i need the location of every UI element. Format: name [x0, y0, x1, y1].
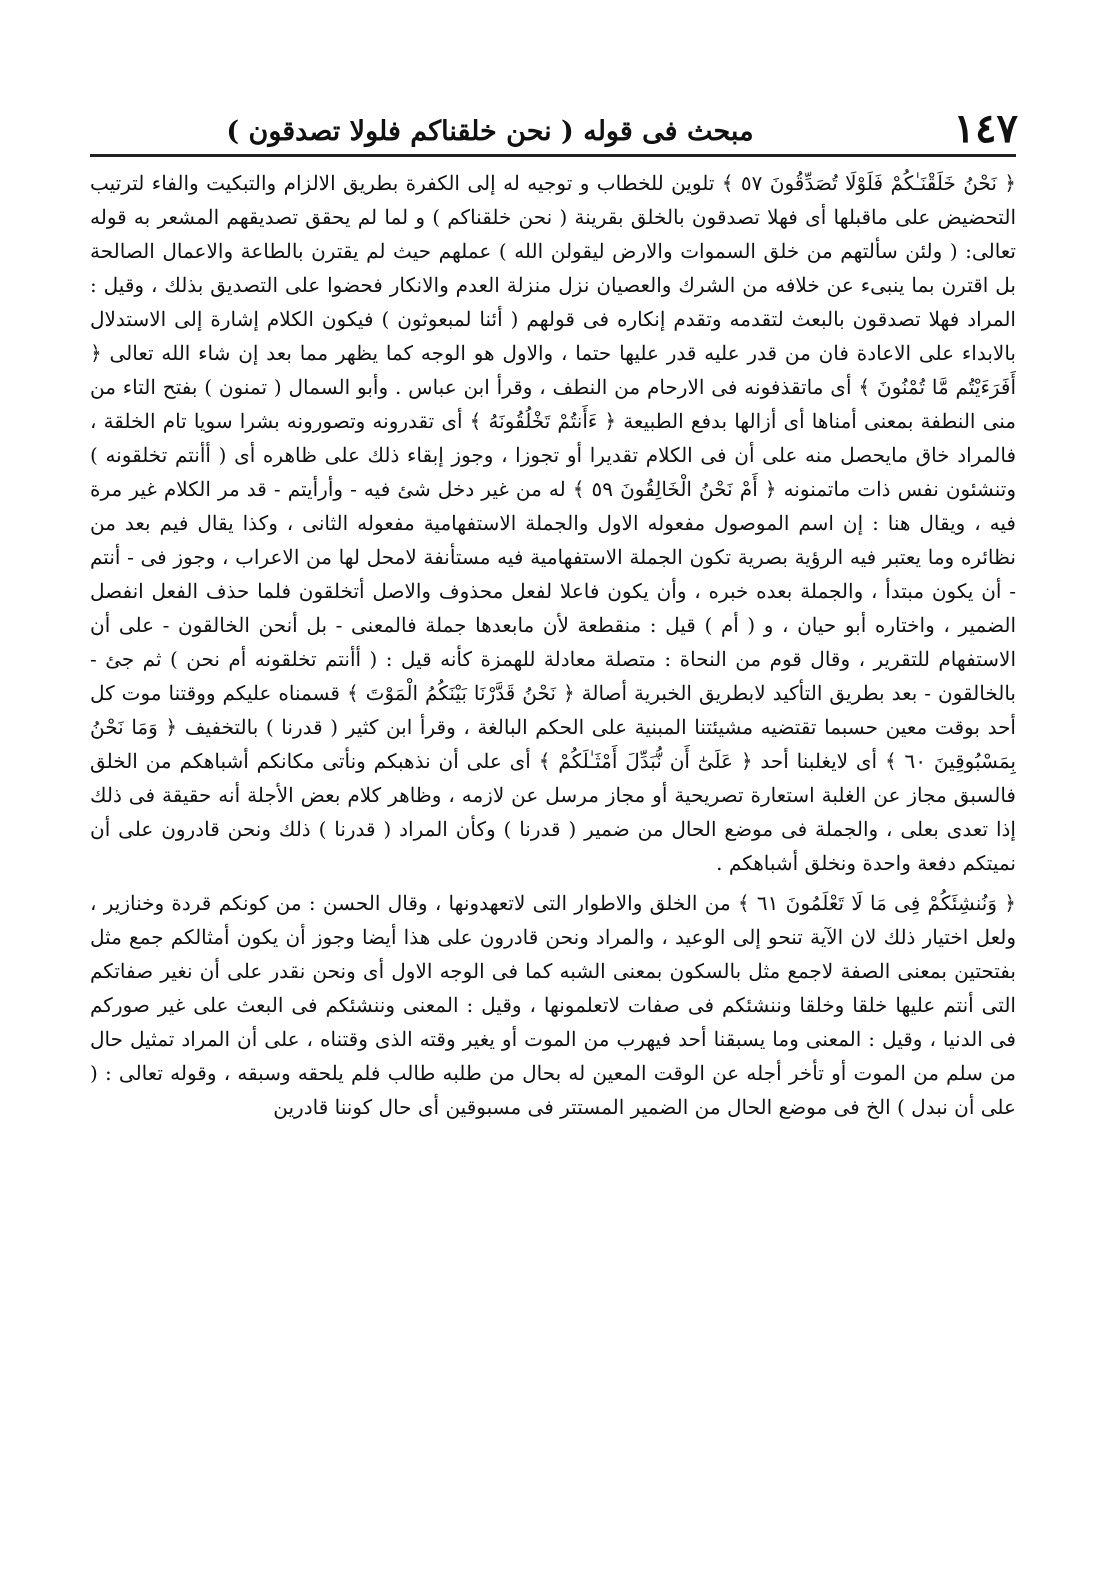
running-head: مبحث فى قوله ( نحن خلقناكم فلولا تصدقون ) [226, 116, 754, 147]
main-text [90, 166, 1016, 1562]
page-header [90, 100, 1018, 152]
page-number: ١٤٧ [953, 105, 1018, 152]
header-rule [90, 154, 1016, 157]
paragraph: ﴿ وَنُنشِئَكُمْ فِى مَا لَا تَعْلَمُونَ ٦١ ﴾ من الخلق والاطوار التى لاتعهدونها ، وقال الحسن : من كونكم قردة وخنازير ، ولعل اختيار ذلك لان الآية تنحو إلى الوعيد ، والمراد ونحن قادرون على هذا أيضا وجوز أن يكون أمثالكم جمع مثل بفتحتين بمعنى الصفة لاجمع مثل بالسكون بمعنى الشبه كما فى الوجه الاول أى ونحن نقدر على أن نغير صفاتكم التى أنتم عليها خلقا وخلقا وننشئكم فى صفات لاتعلمونها ، وقيل : المعنى وننشئكم فى البعث على غير صوركم فى الدنيا ، وقيل : المعنى وما يسبقنا أحد فيهرب من الموت أو يغير وقته الذى وقتناه ، على أن المراد تمثيل حال من سلم من الموت أو تأخر أجله عن الوقت المعين له بحال من طلبه طالب فلم يلحقه وسبقه ، وقوله تعالى : ( على أن نبدل ) الخ فى موضع الحال من الضمير المستتر فى مسبوقين أى حال كوننا قادرين [90, 891, 1016, 1119]
paragraph: ﴿ نَحْنُ خَلَقْنَـٰكُمْ فَلَوْلَا تُصَدِّقُونَ ٥٧ ﴾ تلوين للخطاب و توجيه له إلى الكفرة بطريق الالزام والتبكيت والفاء لترتيب التحضيض على ماقبلها أى فهلا تصدقون بالخلق بقرينة ( نحن خلقناكم ) و لما لم يحقق تصديقهم المشعر به قوله تعالى: ( ولئن سألتهم من خلق السموات والارض ليقولن الله ) عملهم حيث لم يقترن بالطاعة والاعمال الصالحة بل اقترن بما ينبىء عن خلافه من الشرك والعصيان نزل منزلة العدم والانكار فحضوا على التصديق بذلك ، وقيل : المراد فهلا تصدقون بالبعث لتقدمه وتقدم إنكاره فى قولهم ( أئنا لمبعوثون ) فيكون الكلام إشارة إلى الاستدلال بالابداء على الاعادة فان من قدر عليه قدر عليها حتما ، والاول هو الوجه كما يظهر مما بعد إن شاء الله تعالى ﴿ أَفَرَءَيْتُم مَّا تُمْنُونَ ﴾ أى ماتقذفونه فى الارحام من النطف ، وقرأ ابن عباس . وأبو السمال ( تمنون ) بفتح التاء من منى النطفة بمعنى أمناها أى أزالها بدفع الطبيعة ﴿ ءَأَنتُمْ تَخْلُقُونَهُ ﴾ أى تقدرونه وتصورونه بشرا سويا تام الخلقة ، فالمراد خاق مايحصل منه على أن فى الكلام تقديرا أو تجوزا ، وجوز إبقاء ذلك على ظاهره أى ( أأنتم تخلقونه ) وتنشئون نفس ذات ماتمنونه ﴿ أَمْ نَحْنُ الْخَالِقُونَ ٥٩ ﴾ له من غير دخل شئ فيه - وأرأيتم - قد مر الكلام غير مرة فيه ، ويقال هنا : إن اسم الموصول مفعوله الاول والجملة الاستفهامية مفعوله الثانى ، وكذا يقال فيم بعد من نظائره وما يعتبر فيه الرؤية بصرية تكون الجملة الاستفهامية فيه مستأنفة لامحل لها من الاعراب ، وجوز فى - أنتم - أن يكون مبتدأ ، والجملة بعده خبره ، وأن يكون فاعلا لفعل محذوف والاصل أتخلقون فلما حذف الفعل انفصل الضمير ، واختاره أبو حيان ، و ( أم ) قيل : منقطعة لأن مابعدها جملة فالمعنى - بل أنحن الخالقون - على أن الاستفهام للتقرير ، وقال قوم من النحاة : متصلة معادلة للهمزة كأنه قيل : ( أأنتم تخلقونه أم نحن ) ثم جئ - بالخالقون - بعد بطريق التأكيد لابطريق الخبرية أصالة ﴿ نَحْنُ قَدَّرْنَا بَيْنَكُمُ الْمَوْتَ ﴾ قسمناه عليكم ووقتنا موت كل أحد بوقت معين حسبما تقتضيه مشيئتنا المبنية على الحكم البالغة ، وقرأ ابن كثير ( قدرنا ) بالتخفيف ﴿ وَمَا نَحْنُ بِمَسْبُوقِينَ ٦٠ ﴾ أى لايغلبنا أحد ﴿ عَلَىٰٓ أَن نُّبَدِّلَ أَمْثَـٰلَكُمْ ﴾ أى على أن نذهبكم ونأتى مكانكم أشباهكم من الخلق فالسبق مجاز عن الغلبة استعارة تصريحية أو مجاز مرسل عن لازمه ، وظاهر كلام بعض الأجلة أنه حقيقة فى ذلك إذا تعدى بعلى ، والجملة فى موضع الحال من ضمير ( قدرنا ) وكأن المراد ( قدرنا ) ذلك ونحن قادرون على أن نميتكم دفعة واحدة ونخلق أشباهكم . [90, 171, 1016, 875]
